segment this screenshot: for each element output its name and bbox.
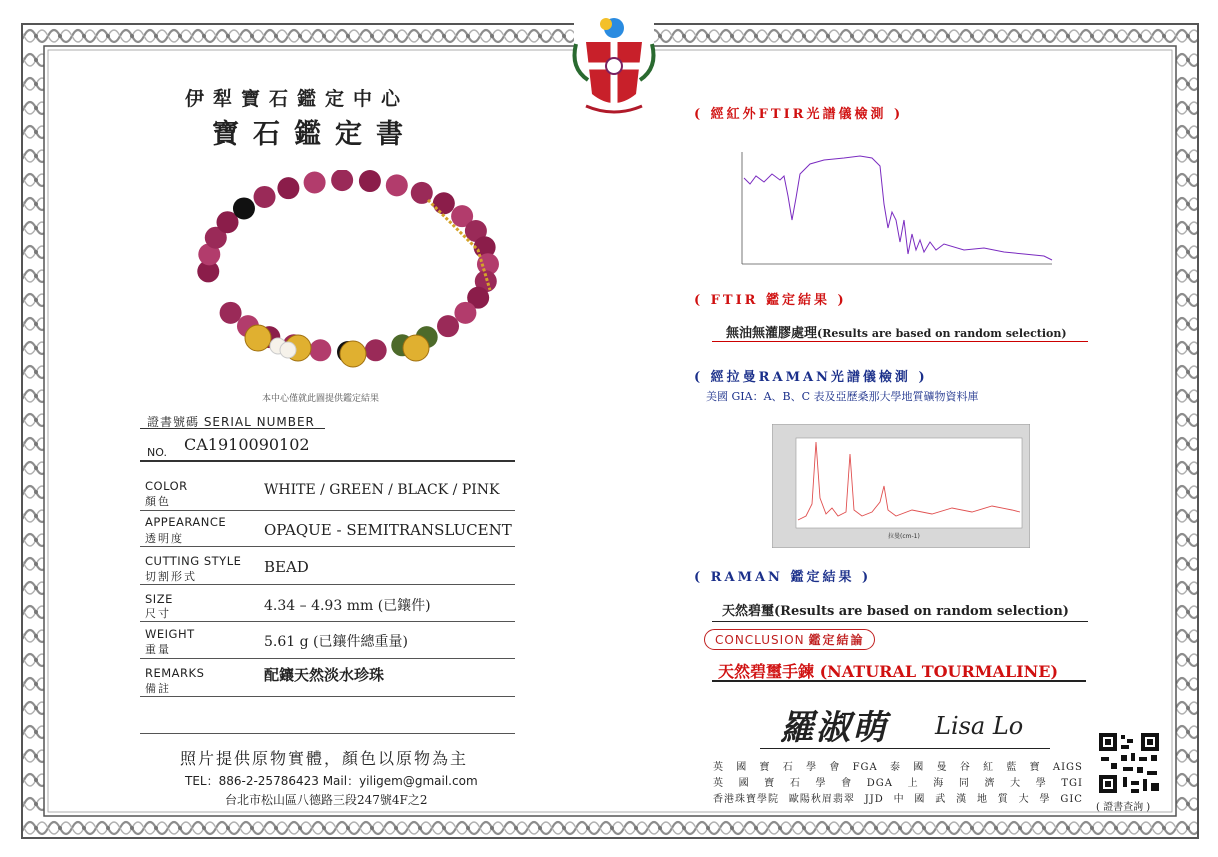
credential-row — [713, 776, 1083, 792]
raman-result-text: 天然碧璽 — [722, 604, 775, 619]
credential-text: 學 — [806, 762, 818, 773]
photo-note: 本中心僅就此圖提供鑑定結果 — [262, 394, 380, 404]
field-label-en: COLOR — [145, 479, 188, 493]
field-label-en: REMARKS — [145, 666, 205, 680]
credential-text: 谷 — [959, 762, 971, 773]
divider — [140, 584, 515, 585]
serial-label: 證書號碼 SERIAL NUMBER — [147, 415, 315, 429]
field-label-zh: 切割形式 — [145, 570, 197, 583]
divider — [712, 680, 1086, 682]
qr-caption: ( 證書查詢 ) — [1096, 802, 1151, 813]
credential-text: 曼 — [936, 762, 948, 773]
bead — [433, 192, 455, 214]
ftir-heading: ( 經紅外FTIR光譜儀檢測 ) — [694, 107, 904, 122]
credential-text: 國 — [914, 794, 926, 805]
credentials — [713, 760, 1083, 808]
bead — [359, 170, 381, 192]
divider — [140, 658, 515, 659]
bead — [220, 302, 242, 324]
bead — [309, 339, 331, 361]
field-value: 4.34 – 4.93 mm (已鑲件) — [264, 598, 431, 614]
bead — [304, 171, 326, 193]
credential-text: 濟 — [984, 778, 996, 789]
address: 台北市松山區八德路三段247號4F之2 — [225, 793, 428, 807]
field-label-zh: 重量 — [145, 643, 171, 656]
pearl — [280, 342, 296, 358]
serial-no-label: NO. — [147, 446, 167, 459]
credential-text: 歐陽秋眉翡翠 — [788, 794, 855, 805]
field-label-zh: 備註 — [145, 682, 171, 695]
field-label-en: CUTTING STYLE — [145, 554, 242, 568]
credential-text: 紅 — [983, 762, 995, 773]
credential-text: 學 — [815, 778, 827, 789]
credential-text: 質 — [997, 794, 1009, 805]
qr-code-icon[interactable] — [1097, 731, 1161, 795]
bead — [254, 186, 276, 208]
bead — [454, 302, 476, 324]
signature-line — [760, 748, 1050, 749]
raman-spectrum-chart — [772, 424, 1030, 548]
divider — [712, 621, 1088, 622]
ftir-spectrum-chart — [734, 146, 1056, 272]
field-value: 配鑲天然淡水珍珠 — [264, 666, 385, 684]
credential-text: 會 — [841, 778, 853, 789]
bead — [365, 339, 387, 361]
serial-number: CA1910090102 — [184, 435, 310, 454]
credential-text: 同 — [958, 778, 970, 789]
ftir-result — [726, 322, 1067, 341]
divider — [140, 733, 515, 734]
gold-bead — [340, 341, 366, 367]
credential-text: 武 — [935, 794, 947, 805]
raman-database: 美國 GIA：A、B、C 表及亞歷桑那大學地質礦物資料庫 — [706, 390, 979, 403]
credential-text: 藍 — [1006, 762, 1018, 773]
gold-bead — [245, 325, 271, 351]
credential-text: 學 — [1035, 778, 1047, 789]
field-value: WHITE / GREEN / BLACK / PINK — [264, 482, 500, 498]
credential-text: JJD — [864, 794, 884, 805]
credential-row — [713, 792, 1083, 808]
field-label-zh: 顏色 — [145, 495, 171, 508]
bracelet-photo — [178, 170, 518, 388]
credential-text: 香港珠寶學院 — [713, 794, 779, 805]
credential-text: 石 — [782, 762, 794, 773]
document-title: 寶石鑑定書 — [212, 119, 417, 150]
credential-text: GIC — [1060, 794, 1083, 805]
divider — [140, 510, 515, 511]
field-label-en: WEIGHT — [145, 627, 195, 641]
ftir-result-note: (Results are based on random selection) — [817, 327, 1067, 340]
raman-result-note: (Results are based on random selection) — [774, 604, 1069, 619]
credential-text: 大 — [1010, 778, 1022, 789]
credential-text: 學 — [1039, 794, 1051, 805]
field-label-en: SIZE — [145, 592, 173, 606]
conclusion-label-zh: 鑑定結論 — [808, 633, 865, 647]
bead — [437, 315, 459, 337]
credential-text: DGA — [866, 778, 893, 789]
conclusion-label-en: CONCLUSION — [715, 633, 805, 647]
credential-text: 會 — [829, 762, 841, 773]
credential-text: TGI — [1061, 778, 1083, 789]
bead — [277, 177, 299, 199]
raman-result-heading: ( RAMAN 鑑定結果 ) — [694, 570, 872, 585]
bead — [386, 174, 408, 196]
raman-axis-caption: 拉曼(cm-1) — [888, 533, 920, 540]
field-value: OPAQUE - SEMITRANSLUCENT — [264, 521, 512, 539]
divider — [712, 341, 1088, 342]
crest-emblem — [566, 8, 662, 120]
field-label-zh: 透明度 — [145, 532, 184, 545]
divider — [140, 546, 515, 547]
credential-text: 大 — [1018, 794, 1030, 805]
credential-text: 中 — [893, 794, 905, 805]
credential-text: 英 — [713, 778, 724, 789]
field-label-zh: 尺寸 — [145, 607, 171, 620]
ftir-result-heading: ( FTIR 鑑定結果 ) — [694, 293, 847, 308]
bead — [233, 197, 255, 219]
credential-text: 國 — [736, 762, 748, 773]
bead — [331, 170, 353, 191]
credential-text: 寶 — [764, 778, 776, 789]
photo-disclaimer: 照片提供原物實體，顏色以原物為主 — [180, 749, 469, 768]
divider — [140, 696, 515, 697]
credential-text: 國 — [913, 762, 925, 773]
field-value: 5.61 g (已鑲件總重量) — [264, 634, 408, 650]
raman-heading: ( 經拉曼RAMAN光譜儀檢測 ) — [694, 370, 928, 385]
credential-text: 漢 — [956, 794, 968, 805]
credential-text: 海 — [933, 778, 945, 789]
credential-text: AIGS — [1052, 762, 1083, 773]
credential-text: 石 — [789, 778, 801, 789]
raman-result — [722, 600, 1069, 619]
center-name: 伊犁寶石鑑定中心 — [185, 88, 410, 110]
field-value: BEAD — [264, 558, 309, 576]
ftir-result-text: 無油無灌膠處理 — [726, 326, 818, 341]
divider — [140, 460, 515, 462]
credential-text: 泰 — [890, 762, 902, 773]
conclusion-badge — [704, 629, 875, 650]
gold-bead — [403, 335, 429, 361]
signature-chinese: 羅淑萌 — [780, 708, 888, 748]
credential-text: 國 — [738, 778, 750, 789]
credential-text: 地 — [976, 794, 988, 805]
credential-text: 寶 — [759, 762, 771, 773]
credential-text: 上 — [907, 778, 919, 789]
divider — [140, 621, 515, 622]
contact-info: TEL：886-2-25786423 Mail：yiligem@gmail.com — [185, 774, 478, 788]
signature-english: Lisa Lo — [935, 712, 1024, 740]
conclusion-result: 天然碧璽手鍊 (NATURAL TOURMALINE) — [718, 662, 1059, 681]
credential-text: 寶 — [1029, 762, 1041, 773]
credential-row — [713, 760, 1083, 776]
divider — [140, 428, 325, 429]
credential-text: FGA — [852, 762, 878, 773]
ftir-spectrum-line — [744, 156, 1052, 260]
credential-text: 英 — [713, 762, 724, 773]
field-label-en: APPEARANCE — [145, 515, 227, 529]
